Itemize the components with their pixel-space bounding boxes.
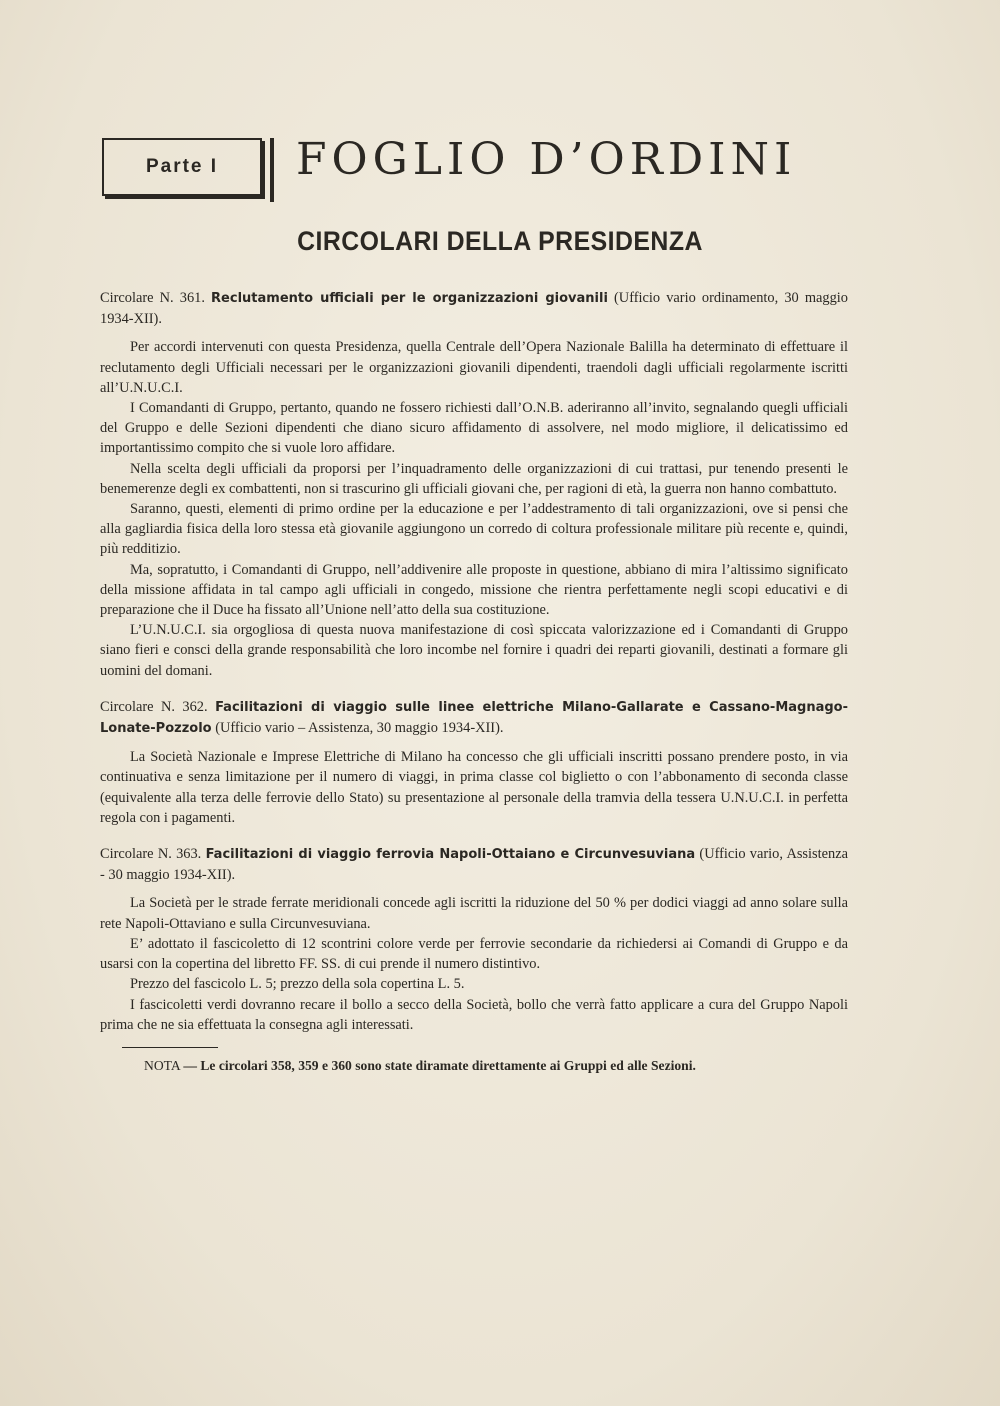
paragraph: L’U.N.U.C.I. sia orgogliosa di questa nuova manifestazione di così spiccata valorizzazione ed i Comandanti di Gruppo siano fieri e consci della grande responsabilità che loro incombe nel fornire i quadri dei reparti giovanili, destinati a formare gli uomini del domani. [100, 622, 848, 679]
circular-subject: Reclutamento ufficiali per le organizzazioni giovanili [211, 291, 608, 306]
part-label-box [102, 138, 262, 196]
paragraph: La Società per le strade ferrate meridionali concede agli iscritti la riduzione del 50 % per dodici viaggi ad anno solare sulla rete Napoli-Ottaviano e sulla Circunvesuviana. [100, 895, 848, 932]
paragraph: I Comandanti di Gruppo, pertanto, quando ne fossero richiesti dall’O.N.B. aderiranno all’invito, segnalando quegli ufficiali del Gruppo e delle Sezioni dipendenti che diano sicuro affidamento di assolvere, nel modo migliore, il delicatissimo ed importantissimo compito che si vuole loro affidare. [100, 400, 848, 457]
spacer [100, 681, 848, 697]
circular-reference: (Ufficio vario, Assistenza - 30 maggio 1934-XII). [100, 846, 848, 884]
footnote [100, 1056, 848, 1075]
circular-number: Circolare N. 361. [100, 290, 205, 306]
document-body [100, 288, 848, 1075]
masthead-divider [270, 138, 274, 202]
footnote-label: NOTA [144, 1057, 180, 1073]
paragraph: E’ adottato il fascicoletto di 12 scontrini colore verde per ferrovie secondarie da richiedersi ai Comandi di Gruppo e da usarsi con la copertina del libretto FF. SS. di cui prende il numero distintivo. [100, 935, 848, 973]
circular-number: Circolare N. 363. [100, 846, 202, 863]
circular-heading-363 [100, 844, 848, 885]
circular-subject: Facilitazioni di viaggio sulle linee elettriche Milano-Gallarate e Cassano-Magnago-Lonate-Pozzolo [100, 699, 848, 737]
circular-reference: (Ufficio vario – Assistenza, 30 maggio 1934-XII). [215, 720, 504, 737]
circular-number: Circolare N. 362. [100, 698, 208, 715]
note-divider [122, 1047, 218, 1048]
page-title: FOGLIO D’ORDINI [296, 134, 797, 185]
circular-heading-362 [100, 697, 848, 739]
paragraph: Nella scelta degli ufficiali da proporsi per l’inquadramento delle organizzazioni di cui trattasi, pur tenendo presenti le benemerenze degli ex combattenti, non si trascurino gli ufficiali giovani che, per ragioni di età, la guerra non hanno combattuto. [100, 460, 848, 497]
paragraph: Saranno, questi, elementi di primo ordine per la educazione e per l’addestramento di tali organizzazioni, ove si pensi che alla gagliardia fisica della loro stessa età giovanile aggiungono un corredo di coltura professionale militare più recente e, quindi, più redditizio. [100, 501, 848, 558]
paragraph: I fascicoletti verdi dovranno recare il bollo a secco della Società, bollo che verrà fatto applicare a cura del Gruppo Napoli prima che ne sia effettuata la consegna agli interessati. [100, 996, 848, 1033]
circular-heading-361 [100, 288, 848, 329]
paragraph: Ma, sopratutto, i Comandanti di Gruppo, nell’addivenire alle proposte in questione, abbiano di mira l’altissimo significato della missione affidata in tal campo agli ufficiali in congedo, missione che rientra perfettamente negli scopi educativi e di preparazione che il Duce ha fissato all’Unione nell’atto della sua costituzione. [100, 561, 848, 619]
circular-subject: Facilitazioni di viaggio ferrovia Napoli-Ottaiano e Circunvesuviana [205, 847, 696, 863]
paragraph: La Società Nazionale e Imprese Elettriche di Milano ha concesso che gli ufficiali inscritti possano prendere posto, in via continuativa e senza limitazione per il numero di viaggi, in prima classe col biglietto o con l’abbonamento di seconda classe (equivalente alla terza delle ferrovie dello Stato) su presentazione al personale della tramvia della tessera U.N.U.C.I. in perfetta regola con i pagamenti. [100, 749, 848, 826]
masthead [100, 130, 860, 200]
part-label: Parte I [145, 156, 219, 177]
paragraph: Prezzo del fascicolo L. 5; prezzo della sola copertina L. 5. [130, 976, 465, 993]
footnote-text: — Le circolari 358, 359 e 360 sono state diramate direttamente ai Gruppi ed alle Sezioni. [183, 1057, 696, 1073]
circular-reference: (Ufficio vario ordinamento, 30 maggio 1934-XII). [100, 290, 848, 328]
paragraph: Per accordi intervenuti con questa Presidenza, quella Centrale dell’Opera Nazionale Balilla ha determinato di effettuare il reclutamento degli Ufficiali necessari per le organizzazioni giovanili dipendenti, traendoli dagli ufficiali regolarmente iscritti all’U.N.U.C.I. [100, 339, 848, 396]
section-title: CIRCOLARI DELLA PRESIDENZA [297, 226, 703, 256]
spacer [100, 828, 848, 844]
